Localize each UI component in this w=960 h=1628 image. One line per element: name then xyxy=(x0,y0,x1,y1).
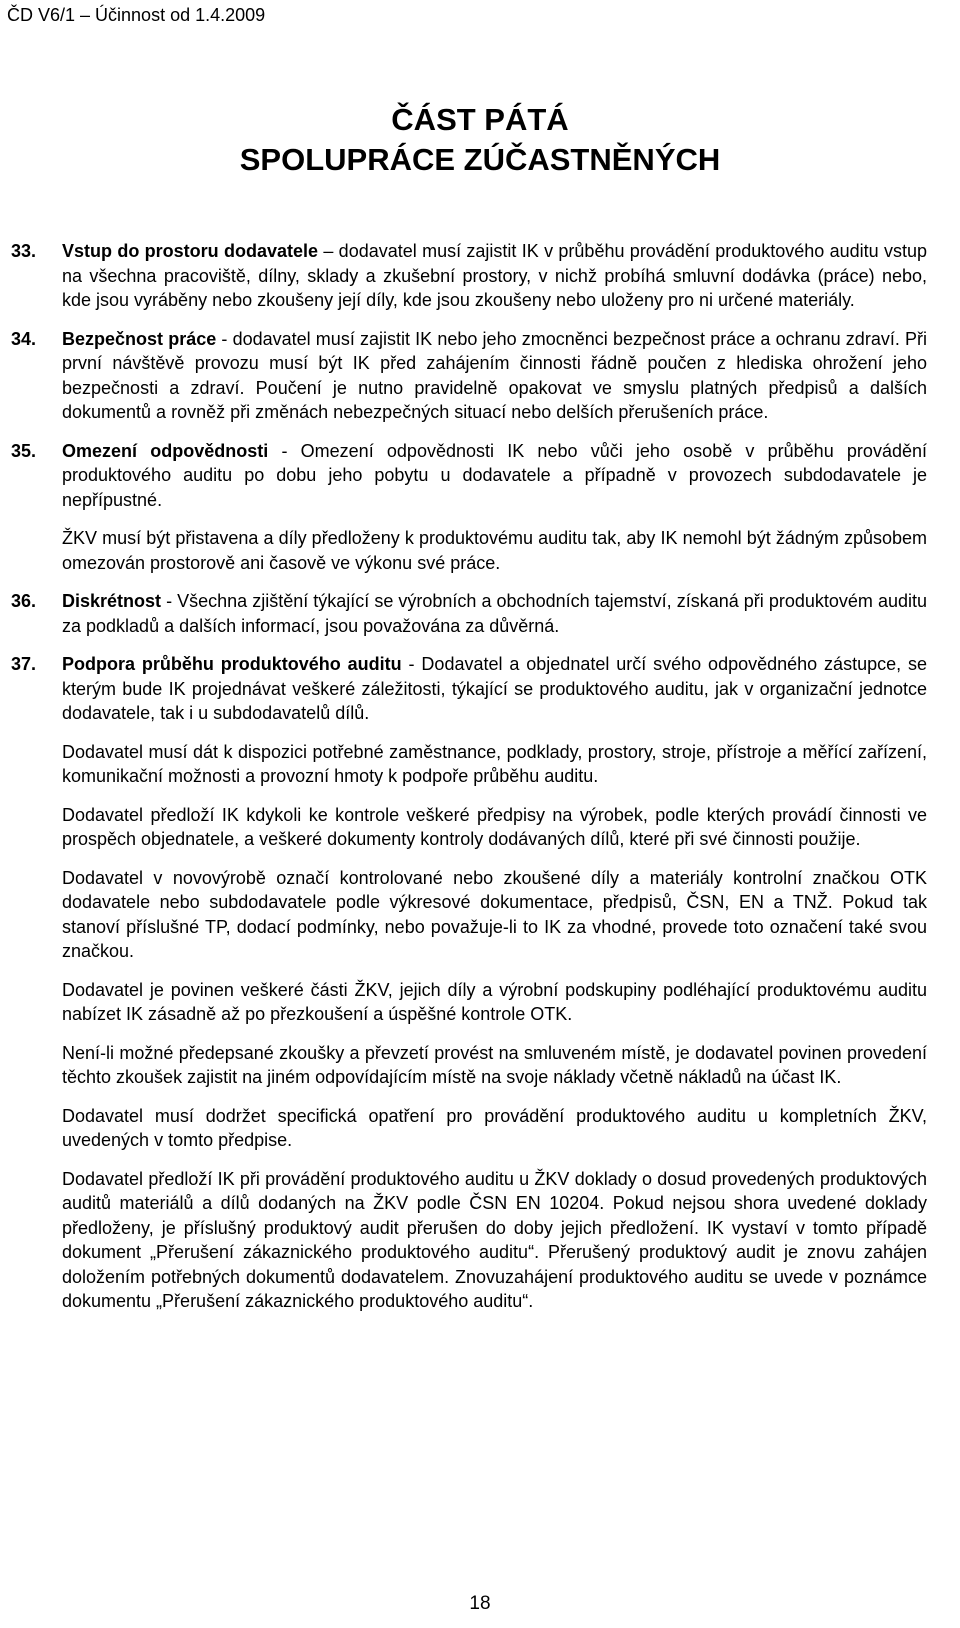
section-paragraph xyxy=(62,239,927,313)
section-number: 37. xyxy=(11,654,37,674)
title-line-2: SPOLUPRÁCE ZÚČASTNĚNÝCH xyxy=(239,142,721,177)
page-number: 18 xyxy=(469,1593,491,1614)
section-text: – dodavatel musí zajistit IK v průběhu provádění produktového auditu vstup na všechna pracoviště, dílny, sklady a zkušební prostory, v nichž probíhá smluvní dodávka (práce) nebo, kde jsou vyráběny nebo zkoušeny její díly, kde jsou zkoušeny nebo uloženy pro ni určené materiály. xyxy=(62,241,927,310)
section-paragraph: Dodavatel předloží IK kdykoli ke kontrole veškeré předpisy na výrobek, podle kterých provádí činnosti ve prospěch objednatele, a veškeré dokumenty kontroly dodávaných dílů, které při své činnosti použije. xyxy=(62,804,927,849)
section-heading: Bezpečnost práce xyxy=(62,328,217,349)
section-heading: Omezení odpovědnosti xyxy=(62,440,269,461)
section-number: 33. xyxy=(11,241,37,261)
section-text: - dodavatel musí zajistit IK nebo jeho zmocněnci bezpečnost práce a ochranu zdraví. Při první návštěvě provozu musí být IK před zahájením činnosti řádně poučen z hlediska ohrožení jeho bezpečnosti a zdraví. Poučení je nutno pravidelně opakovat ve smyslu platných předpisů a dalších dokumentů a rovněž při změnách nebezpečných situací nebo delších přerušeních práce. xyxy=(62,328,927,422)
section-paragraph: Dodavatel v novovýrobě označí kontrolované nebo zkoušené díly a materiály kontrolní značkou OTK dodavatele nebo subdodavatele podle výkresové dokumentace, předpisů, ČSN, EN a TNŽ. Pokud tak stanoví příslušné TP, dodací podmínky, nebo považuje-li to IK za vhodné, provede toto označení také svou značkou. xyxy=(62,867,927,961)
title-line-1: ČÁST PÁTÁ xyxy=(391,102,569,137)
section-number: 35. xyxy=(11,440,37,461)
section-heading: Vstup do prostoru dodavatele xyxy=(62,241,319,261)
section-heading: Podpora průběhu produktového auditu xyxy=(62,654,402,674)
section-paragraph xyxy=(62,589,927,638)
section-35 xyxy=(0,439,960,576)
section-paragraph xyxy=(62,439,927,513)
document-header: ČD V6/1 – Účinnost od 1.4.2009 xyxy=(7,5,266,25)
section-number: 34. xyxy=(11,328,37,349)
section-paragraph: Není-li možné předepsané zkoušky a převzetí provést na smluveném místě, je dodavatel povinen provedení těchto zkoušek zajistit na jiném odpovídajícím místě na svoje náklady včetně nákladů na účast IK. xyxy=(62,1042,927,1087)
section-text: - Omezení odpovědnosti IK nebo vůči jeho osobě v průběhu provádění produktového auditu po dobu jeho pobytu u dodavatele a případně v provozech subdodavatele je nepřípustné. xyxy=(62,440,927,510)
section-text: - Všechna zjištění týkající se výrobních a obchodních tajemství, získaná při produktovém auditu za podkladů a dalších informací, jsou považována za důvěrná. xyxy=(62,591,927,636)
section-paragraph: Dodavatel předloží IK při provádění produktového auditu u ŽKV doklady o dosud provedených produktových auditů materiálů a dílů dodaných na ŽKV podle ČSN EN 10204. Pokud nejsou shora uvedené doklady předloženy, je příslušný produktový audit přerušen do doby jejich předložení. IK vystaví v tomto případě dokument „Přerušení zákaznického produktového auditu“. Přerušený produktový audit je znovu zahájen doložením potřebných dokumentů dodavatelem. Znovuzahájení produktového auditu se uvede v poznámce dokumentu „Přerušení zákaznického produktového auditu“. xyxy=(62,1168,927,1311)
section-37 xyxy=(0,652,960,1314)
section-33 xyxy=(0,239,960,313)
section-paragraph: Dodavatel musí dát k dispozici potřebné zaměstnance, podklady, prostory, stroje, přístroje a měřící zařízení, komunikační možnosti a provozní hmoty k podpoře průběhu auditu. xyxy=(62,741,927,786)
part-title xyxy=(0,100,960,180)
section-number: 36. xyxy=(11,591,37,611)
section-34 xyxy=(0,327,960,425)
section-paragraph xyxy=(62,652,927,726)
section-paragraph xyxy=(62,327,927,425)
section-36 xyxy=(0,589,960,638)
section-paragraph: Dodavatel je povinen veškeré části ŽKV, jejich díly a výrobní podskupiny podléhající produktovému auditu nabízet IK zásadně až po přezkoušení a úspěšné kontrole OTK. xyxy=(62,979,927,1024)
document-body xyxy=(0,239,960,1328)
section-paragraph: ŽKV musí být přistavena a díly předloženy k produktovému auditu tak, aby IK nemohl být žádným způsobem omezován prostorově ani časově ve výkonu své práce. xyxy=(62,528,927,573)
section-heading: Diskrétnost xyxy=(62,591,162,611)
section-paragraph: Dodavatel musí dodržet specifická opatření pro provádění produktového auditu u kompletních ŽKV, uvedených v tomto předpise. xyxy=(62,1105,927,1150)
section-text: - Dodavatel a objednatel určí svého odpovědného zástupce, se kterým bude IK projednávat veškeré záležitosti, týkající se produktového auditu, jak v organizační jednotce dodavatele, tak i u subdodavatelů dílů. xyxy=(62,654,928,723)
